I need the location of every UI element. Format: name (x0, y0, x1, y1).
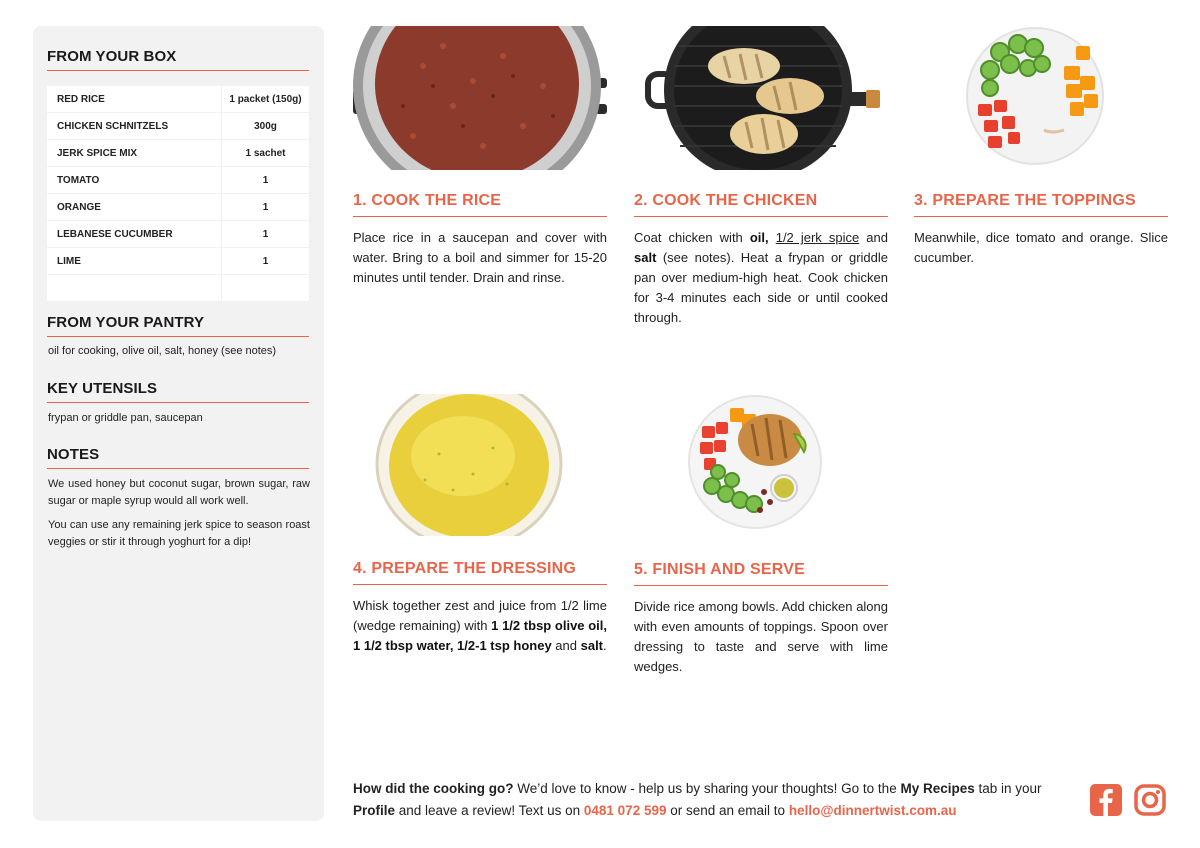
table-row (47, 86, 309, 113)
box-ingredients-table (47, 86, 309, 301)
ingredient-name: JERK SPICE MIX (57, 147, 138, 159)
ingredient-name: TOMATO (57, 174, 100, 186)
ingredient-name: RED RICE (57, 93, 105, 105)
step-5-body: Divide rice among bowls. Add chicken along with even amounts of toppings. Spoon over dressing to taste and serve with lime wedges. (634, 599, 888, 674)
step-4-body: Whisk together zest and juice from 1/2 lime (wedge remaining) with 1 1/2 tbsp olive oil, 1 1/2 tbsp water, 1/2-1 tsp honey and salt. (353, 598, 607, 653)
table-row (47, 248, 309, 275)
table-row (47, 140, 309, 167)
step-3-body: Meanwhile, dice tomato and orange. Slice cucumber. (914, 230, 1168, 265)
step-4-title: 4. PREPARE THE DRESSING (353, 560, 607, 585)
dressing-bowl-photo (353, 394, 607, 536)
feedback-footer: How did the cooking go? We’d love to know - help us by sharing your thoughts! Go to the My Recipes tab in your Profile and leave a review! Text us on 0481 072 599 or send an email to hello@dinnertwist.com.au (353, 781, 1042, 818)
box-title: FROM YOUR BOX (47, 48, 309, 71)
ingredient-qty: 1 packet (150g) (221, 86, 309, 112)
ingredient-qty: 300g (221, 113, 309, 139)
ingredient-name: CHICKEN SCHNITZELS (57, 120, 169, 132)
notes-title: NOTES (47, 446, 309, 469)
table-row (47, 194, 309, 221)
ingredient-name: ORANGE (57, 201, 101, 213)
utensils-title: KEY UTENSILS (47, 380, 309, 403)
pantry-title: FROM YOUR PANTRY (47, 314, 309, 337)
note-paragraph: You can use any remaining jerk spice to season roast veggies or stir it through yoghurt for a dip! (48, 519, 310, 548)
rice-pot-photo (353, 26, 607, 170)
step-5-title: 5. FINISH AND SERVE (634, 561, 888, 586)
pantry-text: oil for cooking, olive oil, salt, honey (see notes) (48, 345, 277, 357)
toppings-plate-photo (914, 26, 1168, 170)
ingredient-qty: 1 sachet (221, 140, 309, 166)
finished-dish-photo (634, 394, 888, 536)
step-2-title: 2. COOK THE CHICKEN (634, 192, 888, 217)
note-paragraph: We used honey but coconut sugar, brown sugar, raw sugar or maple syrup would all work well. (48, 478, 310, 507)
step-1-body: Place rice in a saucepan and cover with water. Bring to a boil and simmer for 15-20 minutes until tender. Drain and rinse. (353, 230, 607, 285)
facebook-icon[interactable] (1090, 784, 1122, 816)
step-3-title: 3. PREPARE THE TOPPINGS (914, 192, 1168, 217)
ingredient-name: LIME (57, 255, 81, 267)
ingredient-qty: 1 (221, 167, 309, 193)
chicken-griddle-photo (634, 26, 888, 170)
table-row (47, 113, 309, 140)
table-row (47, 275, 309, 301)
utensils-text: frypan or griddle pan, saucepan (48, 412, 203, 424)
instagram-icon[interactable] (1134, 784, 1166, 816)
step-1-title: 1. COOK THE RICE (353, 192, 607, 217)
ingredient-qty: 1 (221, 194, 309, 220)
table-row (47, 167, 309, 194)
email-link[interactable]: hello@dinnertwist.com.au (788, 803, 957, 818)
step-2-body: Coat chicken with oil, 1/2 jerk spice and salt (see notes). Heat a frypan or griddle pan over medium-high heat. Cook chicken for 3-4 minutes each side or until cooked through. (634, 230, 888, 325)
table-row (47, 221, 309, 248)
ingredient-qty: 1 (221, 221, 309, 247)
ingredient-name: LEBANESE CUCUMBER (57, 228, 173, 240)
ingredients-sidebar (33, 26, 324, 821)
phone-link[interactable]: 0481 072 599 (583, 803, 667, 818)
ingredient-qty: 1 (221, 248, 309, 274)
